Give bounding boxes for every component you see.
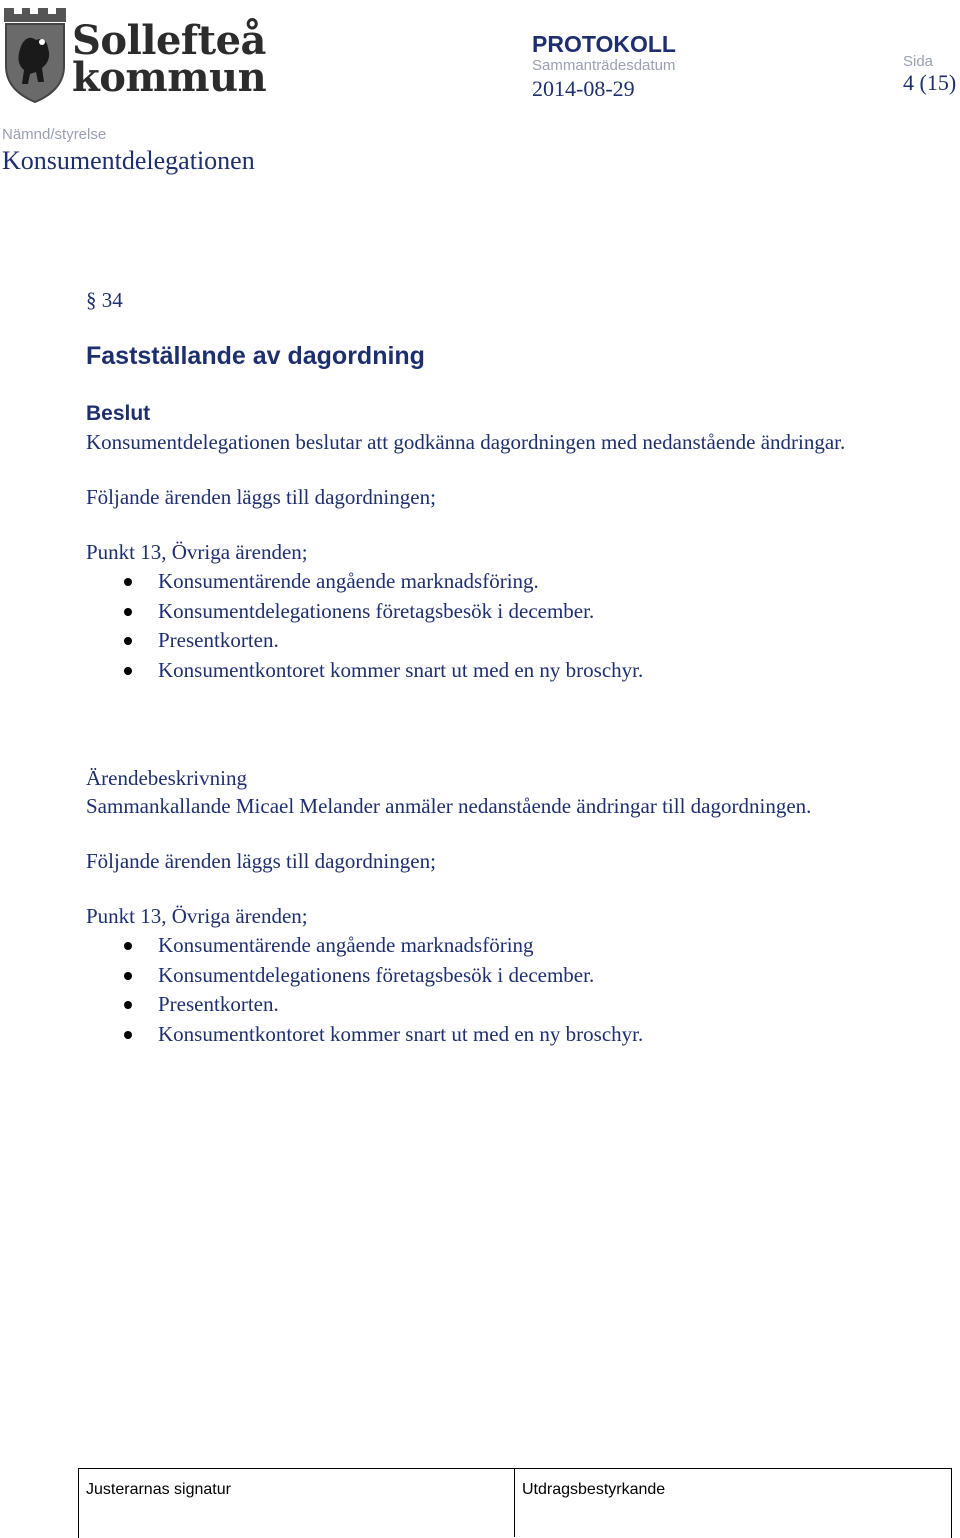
board-label: Nämnd/styrelse <box>2 126 107 143</box>
decision-text: Konsumentdelegationen beslutar att godkänna dagordningen med nedanstående ändringar. <box>86 430 846 454</box>
list-item: Konsumentdelegationens företagsbesök i december. <box>124 597 643 627</box>
coat-of-arms-icon <box>2 4 68 104</box>
signature-box <box>78 1468 952 1538</box>
list-item: Presentkorten. <box>124 626 643 656</box>
logo-wordmark: Sollefteå kommun <box>72 17 267 101</box>
description-item-list <box>124 931 643 1049</box>
board-name: Konsumentdelegationen <box>2 146 255 175</box>
extract-certification-label: Utdragsbestyrkande <box>522 1481 666 1498</box>
list-item: Konsumentärende angående marknadsföring <box>124 931 643 961</box>
decision-intro: Följande ärenden läggs till dagordningen; <box>86 485 436 509</box>
paragraph-number: § 34 <box>86 288 123 312</box>
list-item: Konsumentdelegationens företagsbesök i december. <box>124 961 643 991</box>
list-item: Konsumentkontoret kommer snart ut med en ny broschyr. <box>124 1020 643 1050</box>
meeting-date: 2014-08-29 <box>532 76 635 101</box>
list-item: Presentkorten. <box>124 990 643 1020</box>
description-heading: Ärendebeskrivning <box>86 766 247 790</box>
signature-divider <box>514 1468 515 1537</box>
list-item: Konsumentärende angående marknadsföring. <box>124 567 643 597</box>
description-item-heading: Punkt 13, Övriga ärenden; <box>86 904 308 928</box>
page-label: Sida <box>903 53 934 70</box>
decision-item-list <box>124 567 643 685</box>
signature-label: Justerarnas signatur <box>86 1481 231 1498</box>
decision-item-heading: Punkt 13, Övriga ärenden; <box>86 540 308 564</box>
list-item: Konsumentkontoret kommer snart ut med en ny broschyr. <box>124 656 643 686</box>
description-intro: Följande ärenden läggs till dagordningen; <box>86 849 436 873</box>
meeting-date-label: Sammanträdesdatum <box>532 57 676 74</box>
description-text: Sammankallande Micael Melander anmäler nedanstående ändringar till dagordningen. <box>86 794 812 818</box>
section-title: Fastställande av dagordning <box>86 342 425 370</box>
decision-heading: Beslut <box>86 402 151 425</box>
page-number: 4 (15) <box>903 70 957 95</box>
document-type: PROTOKOLL <box>532 31 676 57</box>
